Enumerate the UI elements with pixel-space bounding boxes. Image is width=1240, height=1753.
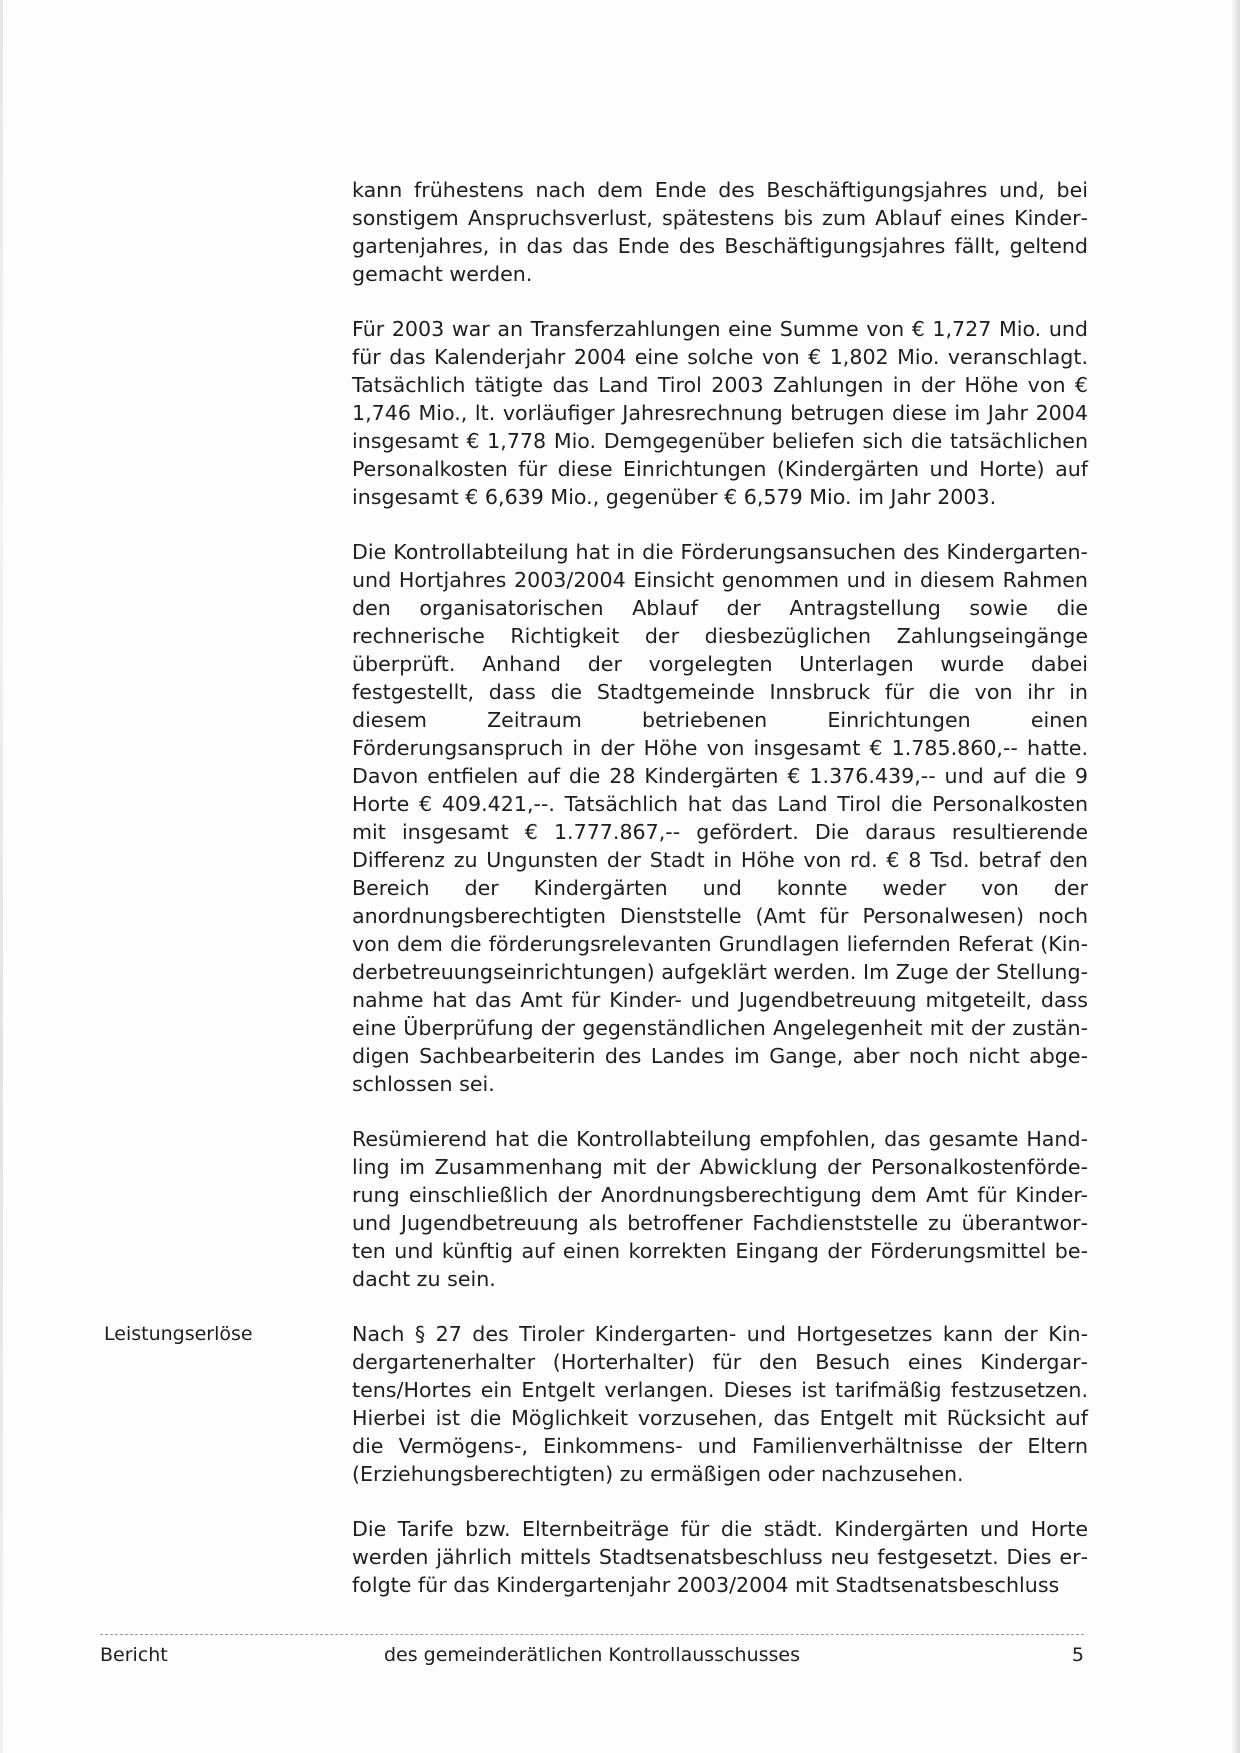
paragraph-4: Resümierend hat die Kontrollabteilung empfohlen, das gesamte Handling im Zusammenhang mit der Abwicklung der Personalkostenförderung einschließlich der Anordnungsberechtigung dem Amt für Kinder- und Jugendbetreuung als betroffener Fachdienststelle zu überantworten und künftig auf einen korrekten Eingang der Förderungsmittel bedacht zu sein. xyxy=(352,1127,1088,1291)
paragraph-3: Die Kontrollabteilung hat in die Förderungsansuchen des Kindergarten- und Hortjahres 2003/2004 Einsicht genommen und in diesem Rahmen den organisatorischen Ablauf der Antragstellung sowie die rechnerische Richtigkeit der diesbezüglichen Zahlungseingänge überprüft. Anhand der vorgelegten Unterlagen wurde dabei festgestellt, dass die Stadtgemeinde Innsbruck für die von ihr in diesem Zeitraum betriebenen Einrichtungen einen Förderungsanspruch in der Höhe von insgesamt € 1.785.860,-- hatte. Davon entfielen auf die 28 Kindergärten € 1.376.439,-- und auf die 9 Horte € 409.421,--. Tatsächlich hat das Land Tirol die Personalkosten mit insgesamt € 1.777.867,-- gefördert. Die daraus resultierende Differenz zu Ungunsten der Stadt in Höhe von rd. € 8 Tsd. betraf den Bereich der Kindergärten und konnte weder von der anordnungsberechtigten Dienststelle (Amt für Personalwesen) noch von dem die förderungsrelevanten Grundlagen liefernden Referat (Kinderbetreuungseinrichtungen) aufgeklärt werden. Im Zuge der Stellungnahme hat das Amt für Kinder- und Jugendbetreuung mitgeteilt, dass eine Überprüfung der gegenständlichen Angelegenheit mit der zuständigen Sachbearbeiterin des Landes im Gange, aber noch nicht abgeschlossen sei. xyxy=(352,540,1088,1096)
footer-center-text: des gemeinderätlichen Kontrollausschusses xyxy=(383,1644,801,1666)
footer-divider xyxy=(100,1634,1084,1635)
page-footer xyxy=(100,1640,1084,1670)
body-text xyxy=(352,176,1088,1626)
paragraph-5: Nach § 27 des Tiroler Kindergarten- und Hortgesetzes kann der Kindergartenerhalter (Horterhalter) für den Besuch eines Kindergartens/Hortes ein Entgelt verlangen. Dieses ist tarifmäßig festzusetzen. Hierbei ist die Möglichkeit vorzusehen, das Entgelt mit Rücksicht auf die Vermögens-, Einkommens- und Familienverhältnisse der Eltern (Erziehungsberechtigten) zu ermäßigen oder nachzusehen. xyxy=(352,1322,1088,1486)
paragraph-1: kann frühestens nach dem Ende des Beschäftigungsjahres und, bei sonstigem Anspruchsverlust, spätestens bis zum Ablauf eines Kindergartenjahres, in das das Ende des Beschäftigungsjahres fällt, geltend gemacht werden. xyxy=(352,178,1088,286)
paragraph-2: Für 2003 war an Transferzahlungen eine Summe von € 1,727 Mio. und für das Kalenderjahr 2004 eine solche von € 1,802 Mio. veranschlagt. Tatsächlich tätigte das Land Tirol 2003 Zahlungen in der Höhe von € 1,746 Mio., lt. vorläufiger Jahresrechnung betrugen diese im Jahr 2004 insgesamt € 1,778 Mio. Demgegenüber beliefen sich die tatsächlichen Personalkosten für diese Einrichtungen (Kindergärten und Horte) auf insgesamt € 6,639 Mio., gegenüber € 6,579 Mio. im Jahr 2003. xyxy=(352,317,1088,509)
margin-note-leistungserloese: Leistungserlöse xyxy=(104,1323,253,1345)
scan-edge-left xyxy=(0,0,3,1753)
footer-left-text: Bericht xyxy=(100,1644,168,1666)
scan-edge-right xyxy=(1232,0,1240,1753)
paragraph-6: Die Tarife bzw. Elternbeiträge für die städt. Kindergärten und Horte werden jährlich mittels Stadtsenatsbeschluss neu festgesetzt. Dies erfolgte für das Kindergartenjahr 2003/2004 mit Stadtsenatsbeschluss xyxy=(352,1517,1088,1597)
page-number: 5 xyxy=(1071,1644,1084,1666)
